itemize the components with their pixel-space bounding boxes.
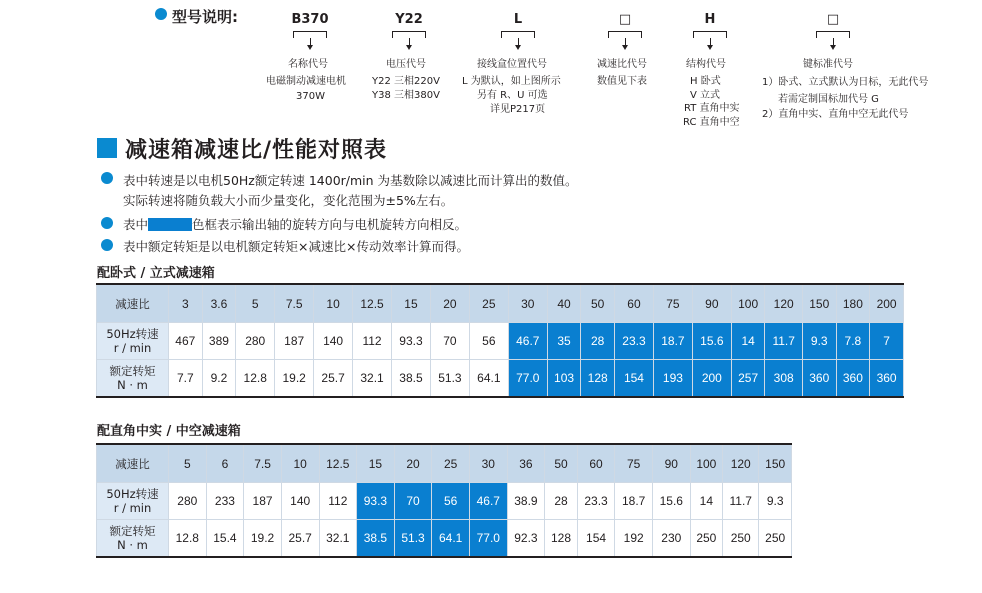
ratio-cell: 60 [615, 284, 654, 323]
ratio-cell: 20 [430, 284, 469, 323]
code-key: □ [826, 12, 840, 27]
torque-cell: 51.3 [394, 520, 432, 558]
code-name: B370 [291, 12, 329, 27]
ratio-cell: 30 [508, 284, 547, 323]
torque-cell: 7.7 [169, 360, 203, 398]
ratio-cell: 20 [394, 444, 432, 483]
table2-speed-row [97, 483, 792, 520]
bullet-dot-icon [101, 239, 113, 251]
ratio-cell: 180 [836, 284, 870, 323]
ratio-cell: 7.5 [275, 284, 314, 323]
torque-cell: 19.2 [244, 520, 282, 558]
ratio-cell: 3.6 [202, 284, 236, 323]
table1-title: 配卧式 / 立式减速箱 [97, 266, 215, 281]
note-torque: 表中额定转矩是以电机额定转矩×减速比×传动效率计算而得。 [123, 239, 469, 254]
highlight-swatch [148, 218, 192, 231]
torque-cell: 200 [692, 360, 731, 398]
ratio-cell: 120 [765, 284, 803, 323]
ratio-cell: 5 [169, 444, 207, 483]
row-label-speed-unit: r / min [113, 501, 152, 515]
ratio-cell: 15 [357, 444, 395, 483]
ratio-cell: 75 [653, 284, 692, 323]
speed-cell: 187 [244, 483, 282, 520]
row-label-speed-main: 50Hz转速 [106, 327, 159, 341]
ratio-cell: 100 [690, 444, 722, 483]
caption-key-detail: 2）直角中实、直角中空无此代号 [762, 109, 909, 120]
note-color [123, 215, 467, 233]
row-label-speed-unit: r / min [113, 341, 152, 355]
speed-cell: 18.7 [653, 323, 692, 360]
ratio-cell: 90 [692, 284, 731, 323]
speed-cell: 28 [581, 323, 615, 360]
torque-cell: 250 [759, 520, 792, 558]
caption-junction-detail: 详见P217页 [490, 104, 546, 115]
ratio-cell: 90 [652, 444, 690, 483]
bracket [816, 31, 850, 38]
torque-cell: 9.2 [202, 360, 236, 398]
bullet-dot-icon [155, 8, 167, 20]
caption-key-detail: 若需定制国标加代号 G [778, 94, 879, 105]
ratio-cell: 100 [731, 284, 765, 323]
ratio-cell: 120 [723, 444, 759, 483]
table2-torque-row [97, 520, 792, 558]
caption-voltage-detail: Y38 三相380V [372, 90, 440, 101]
code-ratio: □ [618, 12, 632, 27]
ratio-cell: 12.5 [319, 444, 357, 483]
speed-cell: 14 [690, 483, 722, 520]
speed-cell: 7 [870, 323, 904, 360]
torque-cell: 12.8 [236, 360, 275, 398]
torque-cell: 230 [652, 520, 690, 558]
ratio-cell: 50 [581, 284, 615, 323]
caption-structure-detail: RT 直角中实 [684, 103, 740, 114]
speed-cell: 112 [319, 483, 357, 520]
ratio-cell: 150 [759, 444, 792, 483]
speed-cell: 56 [432, 483, 470, 520]
torque-cell: 25.7 [281, 520, 319, 558]
speed-cell: 15.6 [692, 323, 731, 360]
row-label-ratio: 减速比 [97, 284, 169, 323]
torque-cell: 250 [690, 520, 722, 558]
bracket [293, 31, 327, 38]
speed-cell: 15.6 [652, 483, 690, 520]
ratio-cell: 75 [615, 444, 653, 483]
arrow-down-icon [406, 45, 412, 50]
torque-cell: 257 [731, 360, 765, 398]
speed-cell: 35 [547, 323, 581, 360]
speed-cell: 9.3 [759, 483, 792, 520]
torque-cell: 154 [577, 520, 615, 558]
row-label-torque-main: 额定转矩 [109, 524, 156, 538]
caption-junction-detail: L 为默认，如上图所示 [462, 76, 561, 87]
torque-cell: 360 [870, 360, 904, 398]
ratio-cell: 40 [547, 284, 581, 323]
torque-cell: 64.1 [469, 360, 508, 398]
speed-cell: 9.3 [802, 323, 836, 360]
torque-cell: 360 [836, 360, 870, 398]
speed-cell: 11.7 [765, 323, 803, 360]
arrow-down-icon [307, 45, 313, 50]
row-label-torque [97, 360, 169, 398]
caption-structure-detail: RC 直角中空 [683, 117, 740, 128]
arrow-down-icon [622, 45, 628, 50]
caption-ratio-detail: 数值见下表 [597, 76, 647, 87]
ratio-cell: 12.5 [353, 284, 392, 323]
row-label-torque-main: 额定转矩 [109, 364, 156, 378]
table2-ratio-row [97, 444, 792, 483]
arrow-down-icon [515, 45, 521, 50]
torque-cell: 250 [723, 520, 759, 558]
torque-cell: 19.2 [275, 360, 314, 398]
speed-cell: 140 [281, 483, 319, 520]
torque-cell: 51.3 [430, 360, 469, 398]
speed-cell: 46.7 [508, 323, 547, 360]
ratio-cell: 7.5 [244, 444, 282, 483]
ratio-cell: 25 [432, 444, 470, 483]
ratio-cell: 150 [802, 284, 836, 323]
torque-cell: 103 [547, 360, 581, 398]
torque-cell: 308 [765, 360, 803, 398]
row-label-torque-unit: N · m [117, 538, 148, 552]
caption-structure-detail: V 立式 [690, 90, 721, 101]
table2-title: 配直角中实 / 中空减速箱 [97, 424, 241, 439]
caption-structure-detail: H 卧式 [690, 76, 721, 87]
table1-speed-row [97, 323, 904, 360]
caption-key: 键标准代号 [803, 59, 853, 70]
torque-cell: 38.5 [357, 520, 395, 558]
ratio-cell: 25 [469, 284, 508, 323]
torque-cell: 77.0 [470, 520, 508, 558]
speed-cell: 187 [275, 323, 314, 360]
speed-cell: 280 [169, 483, 207, 520]
torque-cell: 360 [802, 360, 836, 398]
torque-cell: 38.5 [392, 360, 431, 398]
torque-cell: 92.3 [507, 520, 545, 558]
torque-cell: 32.1 [353, 360, 392, 398]
note-color-suffix: 色框表示输出轴的旋转方向与电机旋转方向相反。 [192, 217, 468, 232]
table1-torque-row [97, 360, 904, 398]
row-label-ratio: 减速比 [97, 444, 169, 483]
torque-cell: 12.8 [169, 520, 207, 558]
table1 [96, 283, 904, 398]
model-title: 型号说明: [172, 8, 238, 26]
speed-cell: 18.7 [615, 483, 653, 520]
torque-cell: 32.1 [319, 520, 357, 558]
speed-cell: 11.7 [723, 483, 759, 520]
ratio-cell: 6 [206, 444, 244, 483]
row-label-speed-main: 50Hz转速 [106, 487, 159, 501]
torque-cell: 128 [545, 520, 577, 558]
arrow-down-icon [707, 45, 713, 50]
ratio-cell: 10 [314, 284, 353, 323]
note-color-prefix: 表中 [123, 217, 149, 232]
row-label-torque [97, 520, 169, 558]
speed-cell: 70 [394, 483, 432, 520]
bracket [392, 31, 426, 38]
speed-cell: 38.9 [507, 483, 545, 520]
bracket [693, 31, 727, 38]
ratio-cell: 50 [545, 444, 577, 483]
caption-name-detail: 370W [296, 91, 325, 102]
speed-cell: 140 [314, 323, 353, 360]
speed-cell: 93.3 [357, 483, 395, 520]
bracket [501, 31, 535, 38]
row-label-speed [97, 323, 169, 360]
speed-cell: 46.7 [470, 483, 508, 520]
caption-key-detail: 1）卧式、立式默认为日标，无此代号 [762, 77, 929, 88]
speed-cell: 93.3 [392, 323, 431, 360]
speed-cell: 28 [545, 483, 577, 520]
code-junction: L [513, 12, 523, 27]
torque-cell: 193 [653, 360, 692, 398]
speed-cell: 280 [236, 323, 275, 360]
speed-cell: 389 [202, 323, 236, 360]
caption-name: 名称代号 [288, 59, 328, 70]
ratio-cell: 15 [392, 284, 431, 323]
torque-cell: 64.1 [432, 520, 470, 558]
ratio-cell: 10 [281, 444, 319, 483]
code-structure: H [704, 12, 716, 27]
section-square-icon [97, 138, 117, 158]
caption-junction-detail: 另有 R、U 可选 [477, 90, 548, 101]
torque-cell: 128 [581, 360, 615, 398]
note-speed: 表中转速是以电机50Hz额定转速 1400r/min 为基数除以减速比而计算出的数值。 [123, 173, 578, 188]
row-label-speed [97, 483, 169, 520]
ratio-cell: 60 [577, 444, 615, 483]
caption-junction: 接线盒位置代号 [477, 59, 547, 70]
ratio-cell: 5 [236, 284, 275, 323]
caption-ratio: 减速比代号 [597, 59, 647, 70]
speed-cell: 233 [206, 483, 244, 520]
ratio-cell: 3 [169, 284, 203, 323]
arrow-down-icon [830, 45, 836, 50]
torque-cell: 77.0 [508, 360, 547, 398]
speed-cell: 23.3 [577, 483, 615, 520]
bullet-dot-icon [101, 172, 113, 184]
table1-ratio-row [97, 284, 904, 323]
speed-cell: 56 [469, 323, 508, 360]
ratio-cell: 36 [507, 444, 545, 483]
section-title: 减速箱减速比/性能对照表 [125, 138, 388, 163]
torque-cell: 25.7 [314, 360, 353, 398]
ratio-cell: 30 [470, 444, 508, 483]
speed-cell: 7.8 [836, 323, 870, 360]
table2 [96, 443, 792, 558]
caption-structure: 结构代号 [686, 59, 726, 70]
speed-cell: 467 [169, 323, 203, 360]
caption-voltage: 电压代号 [386, 59, 426, 70]
caption-voltage-detail: Y22 三相220V [372, 76, 440, 87]
torque-cell: 192 [615, 520, 653, 558]
bracket [608, 31, 642, 38]
torque-cell: 15.4 [206, 520, 244, 558]
speed-cell: 70 [430, 323, 469, 360]
caption-name-detail: 电磁制动减速电机 [266, 76, 346, 87]
row-label-torque-unit: N · m [117, 378, 148, 392]
speed-cell: 112 [353, 323, 392, 360]
note-variation: 实际转速将随负载大小而少量变化，变化范围为±5%左右。 [123, 193, 454, 208]
speed-cell: 14 [731, 323, 765, 360]
bullet-dot-icon [101, 217, 113, 229]
speed-cell: 23.3 [615, 323, 654, 360]
ratio-cell: 200 [870, 284, 904, 323]
code-voltage: Y22 [395, 12, 423, 27]
torque-cell: 154 [615, 360, 654, 398]
